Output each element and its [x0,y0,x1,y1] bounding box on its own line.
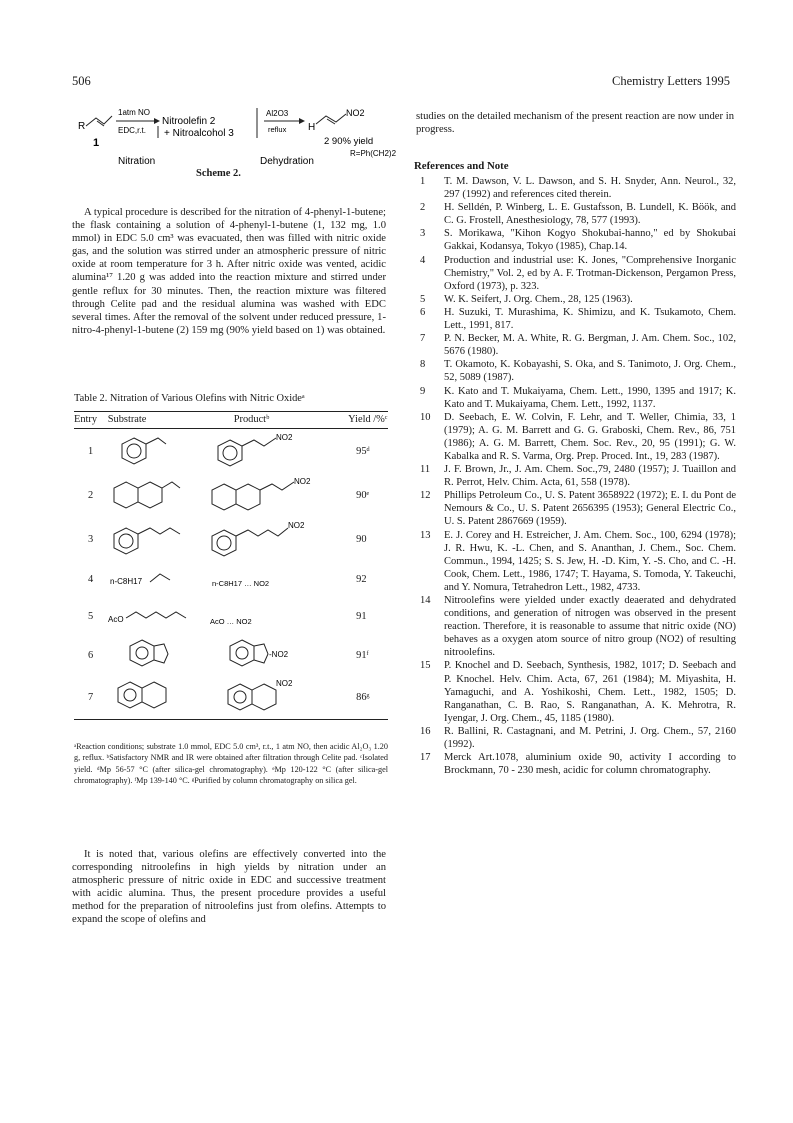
yield-value: 91ᶠ [356,650,369,661]
reference-item [414,411,736,463]
reference-text: D. Seebach, E. W. Colvin, F. Lehr, and T. Weller, Chimia, 33, 1 (1979); A. G. M. Barrett and G. G. Graboski, Chem. Rev., 86, 751 (1986); A. G. M. Barrett, Chem. Soc. Rev., 20, 95 (1991); G. W. Kabalka and R. S. Varma, Org. Prep. Proced. Int., 19, 283 (1987). [444,411,736,462]
reference-item [414,293,736,306]
reference-number: 8 [420,359,426,371]
scheme-step-dehydration: Dehydration [260,156,314,167]
left-column-upper [72,206,386,337]
scheme-mid-top: Nitroolefin 2 [162,116,216,127]
entry-number: 1 [88,445,94,457]
product-structure [208,474,348,518]
substrate-structure [108,518,208,562]
reference-text: H. Suzuki, T. Murashima, K. Shimizu, and K. Tsukamoto, Chem. Lett., 1991, 817. [444,306,736,332]
col-header-yield: Yield /%ᶜ [348,412,388,429]
scheme-cond2-top: Al2O3 [266,109,289,118]
reference-item [414,529,736,594]
table-row [74,474,388,518]
right-column-top [416,110,734,136]
reference-item [414,175,736,201]
substrate-structure [108,474,208,518]
reference-number: 11 [420,464,431,476]
reference-number: 6 [420,306,426,318]
svg-text:n-C8H17: n-C8H17 [109,577,142,586]
reference-item [414,227,736,253]
entry-number: 6 [88,650,94,661]
reference-item [414,385,736,411]
reference-number: 5 [420,293,426,305]
scheme-mid-bottom: + Nitroalcohol 3 [164,128,234,139]
reference-text: S. Morikawa, "Kihon Kogyo Shokubai-hanno," ed by Shokubai Gakkai, Kodansya, Tokyo (1985), Chap.14. [444,228,736,253]
product-structure [208,676,348,720]
svg-text:n-C8H17 … NO2: n-C8H17 … NO2 [211,579,269,588]
product-structure [208,518,348,562]
table-row [74,429,388,474]
scheme-yield: 2 90% yield [324,136,374,147]
conclusion-paragraph: It is noted that, various olefins are effectively converted into the corresponding nitroolefins in high yields by nitration under an atmospheric pressure of nitric oxide in EDC and successive treatment with acidic alumina. Thus, the present procedure provides a useful method for the preparation of nitroolefins just from olefins. Attempts to expand the scope of olefins and [72,849,386,926]
reference-text: Phillips Petroleum Co., U. S. Patent 3658922 (1972); E. I. du Pont de Nemours & Co., U. S. Patent 2656395 (1953); General Electric Co., U. S. Patent 2867669 (1959). [444,490,736,528]
substrate-structure [108,562,208,598]
scheme-cond2-bottom: reflux [268,125,287,134]
entry-number: 3 [88,534,94,545]
reference-number: 14 [420,595,431,606]
scheme-no2-label: NO2 [346,108,365,118]
product-structure [208,598,348,636]
reference-item [414,254,736,293]
substrate-structure [108,676,208,720]
reference-number: 16 [420,725,431,737]
reference-text: W. K. Seifert, J. Org. Chem., 28, 125 (1963). [444,293,633,305]
compound-1-label: 1 [93,137,100,149]
page-number: 506 [72,74,91,88]
reference-item [414,306,736,332]
references-heading: References and Note [414,160,509,172]
reference-item [414,594,736,659]
reference-number: 2 [420,202,426,214]
table-2-caption: Table 2. Nitration of Various Olefins with Nitric Oxideᵃ [74,393,305,404]
scheme-caption: Scheme 2. [196,168,241,179]
entry-number: 4 [88,574,94,585]
journal-running-head: Chemistry Letters 1995 [612,74,731,88]
entry-number: 5 [88,611,94,622]
col-header-entry: Entry [74,412,108,429]
reference-item [414,751,736,777]
product-structure [208,636,348,676]
scheme-h-label: H [308,122,316,133]
product-structure [208,429,348,474]
svg-text:NO2: NO2 [293,477,311,486]
reference-number: 17 [420,752,431,764]
reference-item [414,725,736,751]
yield-value: 92 [356,574,367,585]
scheme-step-nitration: Nitration [118,156,156,167]
reference-item [414,463,736,489]
reference-number: 4 [420,254,426,266]
reference-text: P. Knochel and D. Seebach, Synthesis, 1982, 1017; D. Seebach and P. Knochel. Helv. Chim. Acta, 67, 261 (1984); M. Miyashita, H. Yamaguchi, and A. Yoshikoshi, Chem. Lett., 1982, 1505; D. Ranganathan, C. B. Rao, S. Ranganathan, A. K. Mehrotra, R. Iyengar, J. Org. Chem., 45, 1185 (1980). [444,660,736,724]
entry-number: 7 [74,676,108,720]
yield-value: 91 [356,611,367,622]
scheme-r-label: R [78,121,86,132]
outlook-paragraph: studies on the detailed mechanism of the present reaction are now under in progress. [416,111,734,136]
yield-value: 86ᵍ [348,676,388,720]
svg-text:NO2: NO2 [275,432,293,442]
reference-text: R. Ballini, R. Castagnani, and M. Petrini, J. Org. Chem., 57, 2160 (1992). [444,725,736,751]
reference-number: 13 [420,529,431,541]
reference-text: P. N. Becker, M. A. White, R. G. Bergman, J. Am. Chem. Soc., 102, 5676 (1980). [444,333,736,358]
reference-item [414,358,736,384]
entry-number: 2 [88,490,94,501]
product-structure [208,562,348,598]
reference-item [414,659,736,724]
substrate-structure [108,598,208,636]
yield-value: 90 [356,534,367,545]
reference-item [414,489,736,528]
reference-text: E. J. Corey and H. Estreicher, J. Am. Chem. Soc., 100, 6294 (1978); J. R. Hwu, K. -L. Chen, and S. Ananthan, J. Chem., Soc. Chem. Commun., 1994, 1425; S. S. Jew, H. -D. Kim, Y. -S. Cho, and C. -H. Cook, Chem. Lett., 1986, 1747; T. Hayama, S. Tomoda, Y. Takeuchi, and Y. Nomura, Tetrahedron Lett., 1982, 4733. [444,529,736,593]
reference-number: 7 [420,333,426,345]
svg-text:AcO … NO2: AcO … NO2 [209,617,252,626]
svg-text:NO2: NO2 [287,521,305,530]
table-2 [74,411,388,720]
reference-number: 1 [420,176,426,187]
scheme-cond1-top: 1atm NO [118,108,151,117]
reference-text: T. M. Dawson, V. L. Dawson, and S. H. Snyder, Ann. Neurol., 32, 297 (1992) and references cited therein. [444,176,736,201]
scheme-2-diagram [74,104,404,168]
reference-number: 9 [420,385,426,397]
reference-text: Nitroolefins were yielded under exactly deaerated and dehydrated conditions, and generation of nitrogen was observed in the present reaction. Therefore, it is reasonable to assume that nitric oxide (NO) behaves as a oxygen atom source of nitro group (NO2) of resulting nitroolefins. [444,595,736,659]
table-row [74,518,388,562]
svg-text:NO2: NO2 [275,678,293,688]
svg-text:-NO2: -NO2 [268,650,288,659]
reference-number: 12 [420,490,431,502]
left-column-lower [72,848,386,927]
reference-text: J. F. Brown, Jr., J. Am. Chem. Soc.,79, 2480 (1957); J. Tuaillon and R. Perrot, Helv. Chim. Acta, 61, 558 (1978). [444,464,736,489]
reference-number: 10 [420,411,431,423]
yield-value: 95ᵈ [356,445,370,457]
substrate-structure [108,429,208,474]
svg-text:AcO: AcO [107,615,124,624]
col-header-substrate: Substrate [108,412,208,429]
reference-number: 3 [420,228,426,240]
reference-text: K. Kato and T. Mukaiyama, Chem. Lett., 1990, 1395 and 1917; K. Kato and T. Mukaiyama, Chem. Lett., 1992, 1137. [444,385,736,410]
scheme-cond1-bottom: EDC,r.t. [118,126,147,135]
reference-item [414,201,736,227]
table-row [74,636,388,676]
yield-value: 90ᵉ [356,490,370,501]
reference-item [414,332,736,358]
table-row [74,598,388,636]
col-header-product: Productᵇ [208,412,348,429]
references-list [414,175,736,777]
reference-text: Merck Art.1078, aluminium oxide 90, activity I according to Brockmann, 70 - 230 mesh, acidic for column chromatography. [444,752,736,777]
table-row [74,562,388,598]
substrate-structure [108,636,208,676]
reference-text: T. Okamoto, K. Kobayashi, S. Oka, and S. Tanimoto, J. Org. Chem., 52, 5089 (1987). [444,359,736,384]
reference-number: 15 [420,660,431,672]
table-row [74,676,388,720]
scheme-r-definition: R=Ph(CH2)2 [350,149,397,158]
procedure-paragraph: A typical procedure is described for the nitration of 4-phenyl-1-butene; the flask containing a solution of 4-phenyl-1-butene (1, 132 mg, 1.0 mmol) in EDC 5.0 cm³ was evacuated, then was filled with nitric oxide gas, and the solution was stirred under an atmospheric pressure of nitric oxide at room temperature for 3 h. After nitric oxide was vented, acidic alumina¹⁷ 1.20 g was added into the reaction mixture and stirred under gentle reflux for 30 minutes. Then, the reaction mixture was filtered through Celite pad and the residual alumina was washed with EDC several times. After the removal of the solvent under reduced pressure, 1-nitro-4-phenyl-1-butene (2) 159 mg (90% yield based on 1) was obtained. [72,207,386,336]
table-footnotes: ᵃReaction conditions; substrate 1.0 mmol, EDC 5.0 cm³, r.t., 1 atm NO, then acidic Al₂O₃ 1.20 g, reflux. ᵇSatisfactory NMR and IR were obtained after filtration through Celite pad. ᶜIsolated yield. ᵈMp 56-57 °C (after silica-gel chromatography). ᵉMp 120-122 °C (after silica-gel chromatography). ᶠMp 139-140 °C. ᵍPurified by column chromatography on silica gel. [74,742,388,785]
reference-text: H. Selldén, P. Winberg, L. E. Gustafsson, B. Lundell, K. Böök, and C. G. Frostell, Anesthesiology, 78, 577 (1993). [444,202,736,227]
reference-text: Production and industrial use: K. Jones, "Comprehensive Inorganic Chemistry," Vol. 2, ed by A. F. Trotman-Dickenson, Pergamon Press, Oxford (1973), p. 323. [444,254,736,292]
